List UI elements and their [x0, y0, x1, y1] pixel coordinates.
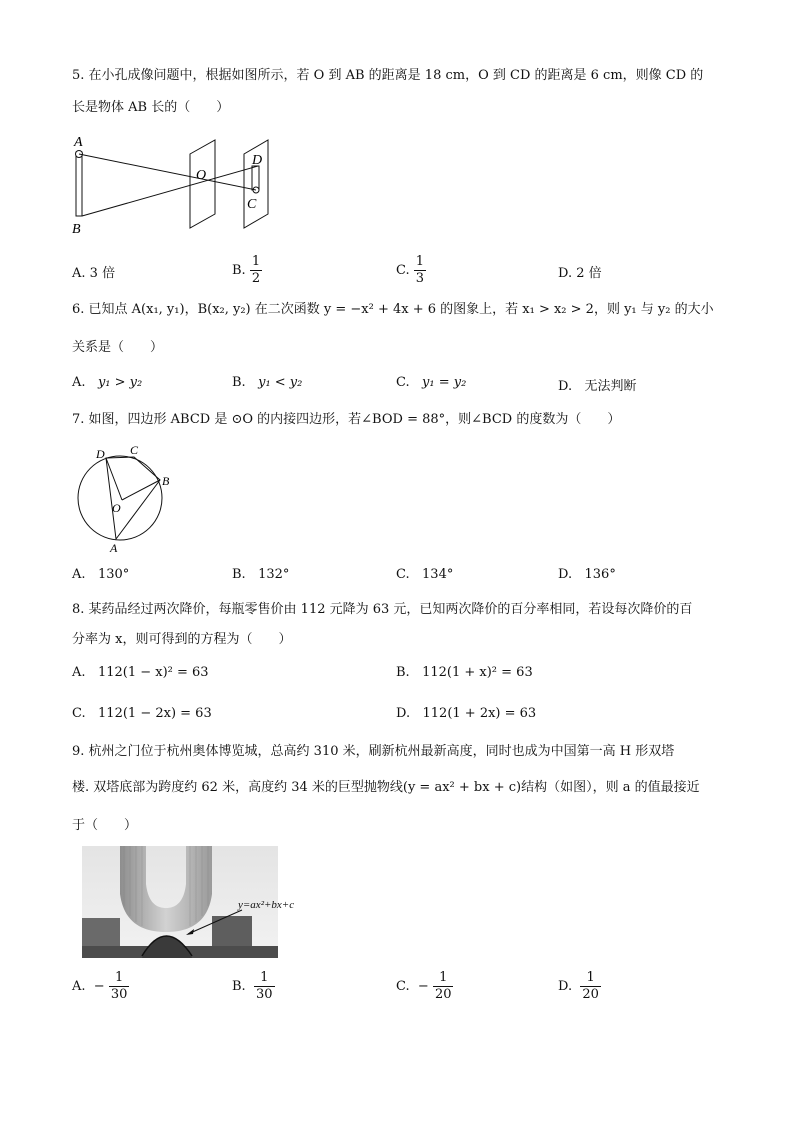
- option-letter: C.: [72, 706, 86, 721]
- q9-option-a[interactable]: [72, 970, 129, 1003]
- numerator: 1: [254, 970, 275, 987]
- option-text: 134°: [422, 567, 454, 582]
- q6-stem-line1: 6. 已知点 A(x₁, y₁)，B(x₂, y₂) 在二次函数 y = −x² + 4x + 6 的图象上，若 x₁ > x₂ > 2，则 y₁ 与 y₂ 的大小: [72, 302, 714, 317]
- numerator: 1: [580, 970, 601, 987]
- option-letter: C.: [396, 375, 410, 390]
- quadrilateral-abcd: [106, 457, 160, 539]
- option-letter: A.: [72, 266, 86, 281]
- q7-option-a[interactable]: [72, 567, 129, 582]
- q9-stem-line3: 于（ ）: [72, 818, 138, 833]
- numerator: 1: [251, 254, 261, 269]
- option-text: y₁ = y₂: [422, 375, 467, 390]
- sign: −: [93, 979, 105, 994]
- denominator: 20: [582, 987, 599, 1002]
- denominator: 30: [255, 987, 273, 1002]
- numerator: 1: [415, 254, 425, 269]
- denominator: 3: [415, 271, 425, 286]
- option-letter: B.: [232, 375, 246, 390]
- ray-bd: [82, 166, 258, 216]
- option-text: 112(1 + x)² = 63: [422, 665, 533, 680]
- fraction: [433, 970, 454, 1003]
- q8-option-d[interactable]: [396, 706, 536, 721]
- option-text: 136°: [584, 567, 616, 582]
- q7-option-b[interactable]: [232, 567, 289, 582]
- label-b: B: [72, 222, 81, 237]
- q7-option-d[interactable]: [558, 567, 616, 582]
- option-letter: C.: [396, 567, 410, 582]
- option-letter: B.: [232, 263, 246, 278]
- q9-option-c[interactable]: [396, 970, 453, 1003]
- q9-stem-line2: 楼. 双塔底部为跨度约 62 米，高度约 34 米的巨型抛物线(y = ax² + bx + c)结构（如图），则 a 的值最接近: [72, 780, 700, 795]
- fraction: [254, 970, 275, 1003]
- q5-pinhole-figure: [70, 132, 280, 237]
- option-text: 130°: [97, 567, 130, 582]
- option-text: 112(1 + 2x) = 63: [422, 706, 537, 721]
- q8-option-c[interactable]: [72, 706, 212, 721]
- q8-stem-line1: 8. 某药品经过两次降价，每瓶零售价由 112 元降为 63 元，已知两次降价的百分率相同，若设每次降价的百: [72, 602, 693, 617]
- option-text: 112(1 − 2x) = 63: [98, 706, 212, 721]
- q9-option-d[interactable]: [558, 970, 601, 1003]
- numerator: 1: [433, 970, 454, 987]
- q9-stem-line1: 9. 杭州之门位于杭州奥体博览城，总高约 310 米，刷新杭州最新高度，同时也成为中国第一高 H 形双塔: [72, 744, 675, 759]
- q7-stem-line1: 7. 如图，四边形 ABCD 是 ⊙O 的内接四边形，若∠BOD = 88°，则∠BCD 的度数为（ ）: [72, 412, 621, 427]
- option-letter: B.: [232, 979, 246, 994]
- object-ab: [76, 152, 82, 216]
- label-b: B: [162, 474, 170, 488]
- q8-option-a[interactable]: [72, 665, 209, 680]
- option-letter: B.: [232, 567, 246, 582]
- sign: −: [417, 979, 429, 994]
- label-o: O: [196, 168, 207, 183]
- label-d: D: [96, 447, 105, 461]
- fraction: [580, 970, 601, 1003]
- option-letter: B.: [396, 665, 410, 680]
- q9-option-b[interactable]: [232, 970, 275, 1003]
- option-text: 无法判断: [584, 379, 637, 394]
- label-a: A: [110, 541, 118, 555]
- option-text: 132°: [258, 567, 290, 582]
- q7-circle-figure: [72, 442, 182, 554]
- option-letter: D.: [558, 266, 573, 281]
- q5-option-b[interactable]: [232, 254, 262, 287]
- parabola-label: y=ax²+bx+c: [238, 899, 295, 911]
- option-letter: D.: [558, 567, 573, 582]
- option-text: 2 倍: [576, 266, 602, 281]
- label-d: D: [252, 153, 263, 168]
- option-text: y₁ > y₂: [97, 375, 143, 390]
- q6-option-b[interactable]: [232, 375, 302, 390]
- label-a: A: [74, 135, 83, 150]
- q5-stem-line2: 长是物体 AB 长的（ ）: [72, 100, 230, 115]
- q6-option-c[interactable]: [396, 375, 466, 390]
- q9-hangzhou-gate-photo: [82, 846, 295, 958]
- label-o: O: [112, 501, 121, 515]
- radius-ob: [122, 480, 160, 500]
- denominator: 30: [110, 987, 128, 1002]
- image-cd: [252, 166, 259, 190]
- option-letter: A.: [72, 567, 86, 582]
- option-text: y₁ < y₂: [258, 375, 303, 390]
- q5-stem-line1: 5. 在小孔成像问题中，根据如图所示，若 O 到 AB 的距离是 18 cm，O 到 CD 的距离是 6 cm，则像 CD 的: [72, 68, 704, 83]
- fraction: [414, 254, 426, 287]
- fraction: [109, 970, 130, 1003]
- option-letter: C.: [396, 979, 410, 994]
- label-c: C: [247, 197, 257, 212]
- q6-option-d[interactable]: [558, 375, 637, 394]
- q6-option-a[interactable]: [72, 375, 142, 390]
- denominator: 20: [434, 987, 452, 1002]
- circle-o: [78, 456, 162, 540]
- option-letter: C.: [396, 263, 410, 278]
- q8-option-b[interactable]: [396, 665, 533, 680]
- option-letter: A.: [72, 979, 86, 994]
- option-letter: D.: [396, 706, 411, 721]
- option-text: 3 倍: [89, 266, 116, 281]
- option-text: 112(1 − x)² = 63: [97, 665, 209, 680]
- option-letter: D.: [558, 379, 573, 394]
- q5-option-a[interactable]: [72, 262, 115, 281]
- q8-stem-line2: 分率为 x，则可得到的方程为（ ）: [72, 632, 292, 647]
- q7-option-c[interactable]: [396, 567, 453, 582]
- option-letter: D.: [558, 979, 573, 994]
- q5-option-c[interactable]: [396, 254, 426, 287]
- fraction: [250, 254, 262, 287]
- option-letter: A.: [72, 665, 86, 680]
- option-letter: A.: [72, 375, 86, 390]
- numerator: 1: [109, 970, 130, 987]
- q5-option-d[interactable]: [558, 262, 602, 281]
- q6-stem-line2: 关系是（ ）: [72, 340, 164, 355]
- ray-ac: [79, 154, 256, 190]
- denominator: 2: [251, 271, 261, 286]
- label-c: C: [130, 443, 139, 457]
